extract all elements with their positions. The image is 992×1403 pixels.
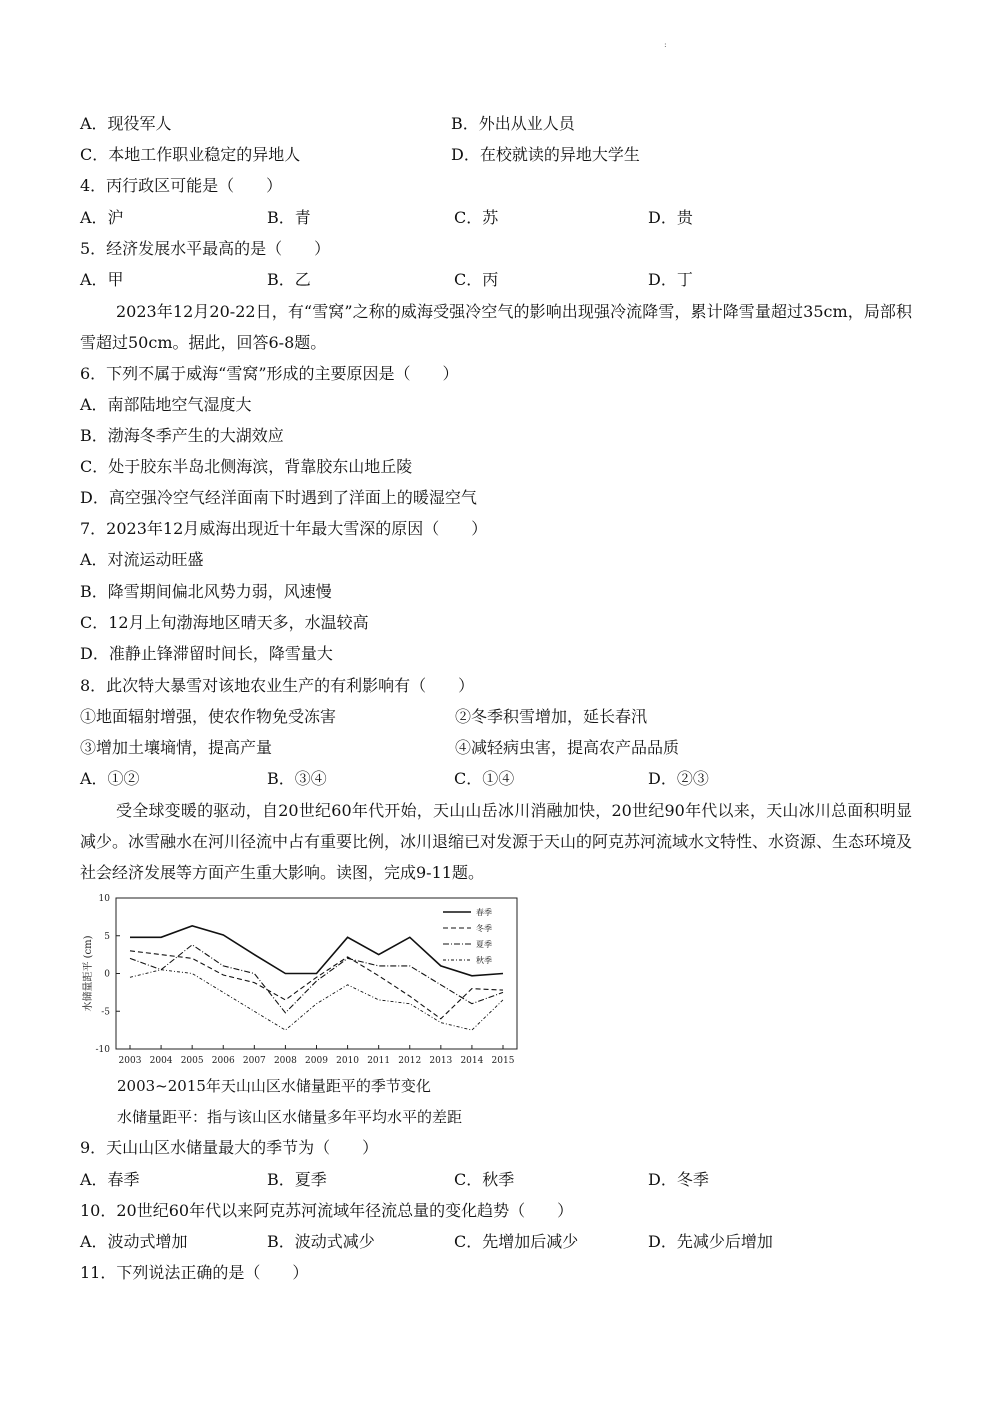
- q3-option-b: B．外出从业人员: [451, 114, 575, 133]
- q9-option-b: B．夏季: [267, 1170, 327, 1189]
- q8-statement-3: ③增加土壤墒情，提高产量: [80, 738, 273, 757]
- x-tick-label: 2012: [398, 1056, 422, 1066]
- q7-option-c: C．12月上旬渤海地区晴天多，水温较高: [80, 613, 369, 632]
- y-tick-label: -5: [101, 1007, 110, 1018]
- series-line-3: [130, 945, 503, 1013]
- legend-label: 冬季: [476, 924, 492, 933]
- q6-option-a: A．南部陆地空气湿度大: [80, 395, 252, 414]
- q8-statement-2: ②冬季积雪增加，延长春汛: [455, 707, 648, 726]
- q10-option-c: C．先增加后减少: [454, 1232, 579, 1251]
- q9-option-d: D．冬季: [648, 1170, 709, 1189]
- y-tick-label: 5: [104, 931, 110, 942]
- q8-option-a: A．①②: [80, 769, 140, 788]
- x-tick-label: 2013: [429, 1056, 453, 1066]
- q7-option-b: B．降雪期间偏北风势力弱，风速慢: [80, 582, 332, 601]
- y-tick-label: 10: [98, 894, 110, 904]
- q9-stem: 9．天山山区水储量最大的季节为（ ）: [80, 1138, 379, 1157]
- q5-option-a: A．甲: [80, 270, 124, 289]
- q10-option-b: B．波动式减少: [267, 1232, 375, 1251]
- q11-stem: 11．下列说法正确的是（ ）: [80, 1263, 309, 1282]
- series-line-4: [130, 970, 503, 1030]
- page-marker: :: [664, 40, 667, 49]
- q8-statement-1: ①地面辐射增强，使农作物免受冻害: [80, 707, 337, 726]
- x-tick-label: 2014: [460, 1056, 484, 1066]
- q10-stem: 10．20世纪60年代以来阿克苏河流域年径流总量的变化趋势（ ）: [80, 1201, 574, 1220]
- chart-note: 水储量距平：指与该山区水储量多年平均水平的差距: [117, 1108, 463, 1126]
- q5-option-b: B．乙: [267, 270, 311, 289]
- q4-option-a: A．沪: [80, 208, 124, 227]
- q4-stem: 4．丙行政区可能是（ ）: [80, 176, 283, 195]
- q3-option-a: A．现役军人: [80, 114, 172, 133]
- q8-option-b: B．③④: [267, 769, 327, 788]
- y-tick-label: 0: [104, 969, 110, 980]
- passage-tianshan-glacier: 受全球变暖的驱动，自20世纪60年代开始，天山山岳冰川消融加快，20世纪90年代以来，天山冰川总面积明显减少。冰雪融水在河川径流中占有重要比例，冰川退缩已对发源于天山的阿克苏河流域水文特性、水资源、生态环境及社会经济发展等方面产生重大影响。读图，完成9-11题。: [80, 801, 913, 882]
- passage-weihai-snow: 2023年12月20-22日，有“雪窝”之称的威海受强冷空气的影响出现强冷流降雪，累计降雪量超过35cm，局部积雪超过50cm。据此，回答6-8题。: [80, 302, 912, 352]
- q6-option-b: B．渤海冬季产生的大湖效应: [80, 426, 284, 445]
- q5-option-d: D．丁: [648, 270, 693, 289]
- x-tick-label: 2008: [273, 1056, 297, 1066]
- q7-option-a: A．对流运动旺盛: [80, 550, 204, 569]
- y-tick-label: -10: [95, 1045, 110, 1055]
- q7-option-d: D．准静止锋滞留时间长，降雪量大: [80, 644, 333, 663]
- q6-option-c: C．处于胶东半岛北侧海滨，背靠胶东山地丘陵: [80, 457, 413, 476]
- q10-option-d: D．先减少后增加: [648, 1232, 773, 1251]
- q8-stem: 8．此次特大暴雪对该地农业生产的有利影响有（ ）: [80, 676, 475, 695]
- series-line-1: [130, 926, 503, 976]
- water-storage-chart-svg: [80, 888, 525, 1070]
- series-line-2: [130, 951, 503, 1019]
- x-tick-label: 2010: [336, 1056, 360, 1066]
- q7-stem: 7．2023年12月威海出现近十年最大雪深的原因（ ）: [80, 519, 488, 538]
- water-storage-chart: [80, 888, 525, 1070]
- q9-option-a: A．春季: [80, 1170, 140, 1189]
- chart-caption: 2003~2015年天山山区水储量距平的季节变化: [117, 1077, 431, 1095]
- q6-option-d: D．高空强冷空气经洋面南下时遇到了洋面上的暖湿空气: [80, 488, 477, 507]
- q10-option-a: A．波动式增加: [80, 1232, 188, 1251]
- q8-option-d: D．②③: [648, 769, 709, 788]
- x-tick-label: 2011: [367, 1056, 391, 1066]
- q3-option-c: C．本地工作职业稳定的异地人: [80, 145, 301, 164]
- q5-stem: 5．经济发展水平最高的是（ ）: [80, 239, 331, 258]
- y-axis-label: 水储量距平 (cm): [83, 935, 94, 1012]
- x-tick-label: 2004: [149, 1056, 173, 1066]
- q4-option-d: D．贵: [648, 208, 693, 227]
- legend-label: 春季: [476, 908, 492, 917]
- x-tick-label: 2007: [242, 1056, 266, 1066]
- x-tick-label: 2005: [180, 1056, 204, 1066]
- q9-option-c: C．秋季: [454, 1170, 515, 1189]
- q8-statement-4: ④减轻病虫害，提高农产品品质: [455, 738, 680, 757]
- legend-label: 夏季: [476, 940, 492, 949]
- x-tick-label: 2009: [305, 1056, 328, 1066]
- q6-stem: 6．下列不属于威海“雪窝”形成的主要原因是（ ）: [80, 364, 459, 383]
- q3-option-d: D．在校就读的异地大学生: [451, 145, 640, 164]
- legend-label: 秋季: [476, 956, 492, 965]
- q4-option-c: C．苏: [454, 208, 499, 227]
- q5-option-c: C．丙: [454, 270, 499, 289]
- x-tick-label: 2006: [211, 1056, 235, 1066]
- q4-option-b: B．青: [267, 208, 311, 227]
- x-tick-label: 2015: [491, 1056, 515, 1066]
- q8-option-c: C．①④: [454, 769, 515, 788]
- x-tick-label: 2003: [118, 1056, 142, 1066]
